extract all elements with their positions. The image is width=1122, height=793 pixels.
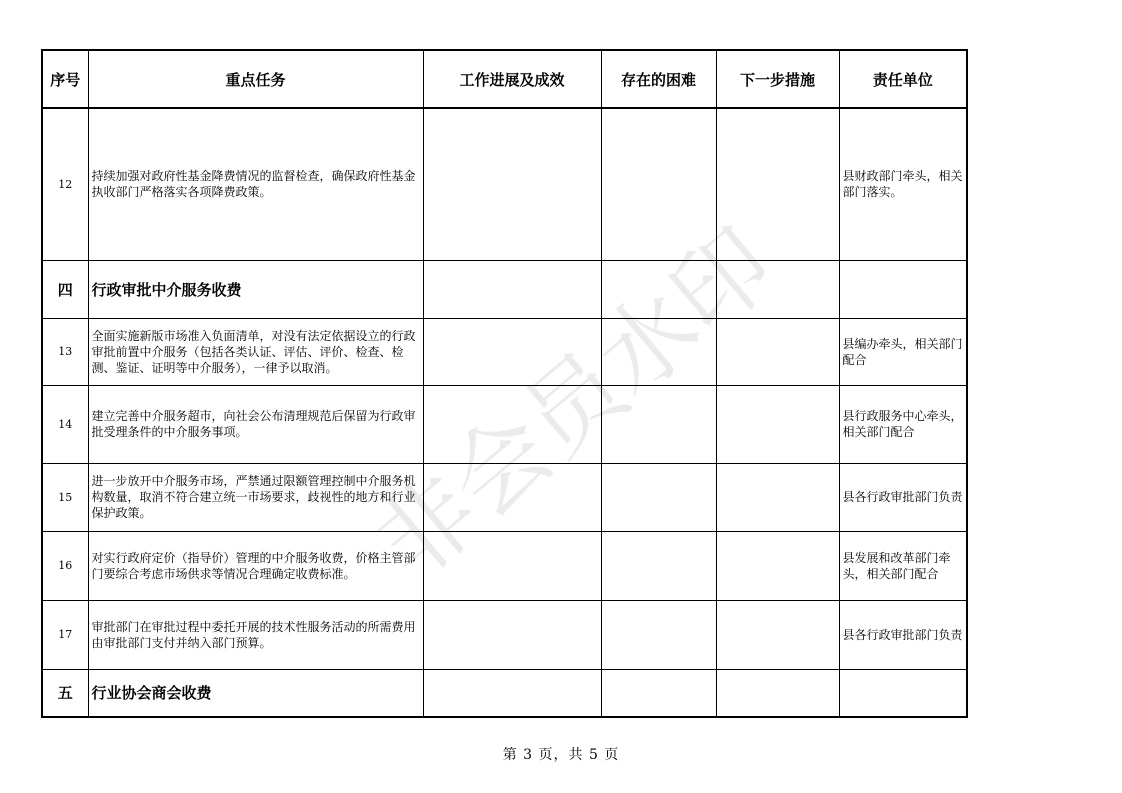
empty-cell [423, 260, 601, 318]
row-next-steps [716, 463, 839, 531]
table-row [42, 600, 967, 669]
row-unit: 县财政部门牵头，相关部门落实。 [839, 108, 967, 260]
row-task: 持续加强对政府性基金降费情况的监督检查，确保政府性基金执收部门严格落实各项降费政策。 [88, 108, 423, 260]
row-difficulty [601, 385, 716, 463]
table-row [42, 108, 967, 260]
empty-cell [839, 260, 967, 318]
row-difficulty [601, 463, 716, 531]
row-progress [423, 318, 601, 385]
row-unit: 县各行政审批部门负责 [839, 600, 967, 669]
header-row [42, 50, 967, 108]
section-number: 四 [42, 260, 88, 318]
row-task: 全面实施新版市场准入负面清单，对没有法定依据设立的行政审批前置中介服务（包括各类认证、评估、评价、检查、检测、鉴证、证明等中介服务），一律予以取消。 [88, 318, 423, 385]
row-number: 12 [42, 108, 88, 260]
row-task: 审批部门在审批过程中委托开展的技术性服务活动的所需费用由审批部门支付并纳入部门预算。 [88, 600, 423, 669]
row-number: 15 [42, 463, 88, 531]
header-unit: 责任单位 [839, 50, 967, 108]
section-row [42, 260, 967, 318]
empty-cell [423, 669, 601, 717]
row-difficulty [601, 318, 716, 385]
row-difficulty [601, 108, 716, 260]
row-next-steps [716, 600, 839, 669]
header-seq: 序号 [42, 50, 88, 108]
header-next-steps: 下一步措施 [716, 50, 839, 108]
empty-cell [716, 669, 839, 717]
row-task: 建立完善中介服务超市，向社会公布清理规范后保留为行政审批受理条件的中介服务事项。 [88, 385, 423, 463]
task-table [41, 49, 968, 718]
table-row [42, 385, 967, 463]
row-next-steps [716, 108, 839, 260]
watermark: 非会员水印 [354, 207, 795, 602]
row-progress [423, 600, 601, 669]
section-number: 五 [42, 669, 88, 717]
row-unit: 县编办牵头，相关部门配合 [839, 318, 967, 385]
row-difficulty [601, 600, 716, 669]
empty-cell [601, 260, 716, 318]
row-number: 13 [42, 318, 88, 385]
row-number: 16 [42, 531, 88, 600]
table-row [42, 531, 967, 600]
row-unit: 县行政服务中心牵头，相关部门配合 [839, 385, 967, 463]
page-footer: 第 3 页，共 5 页 [502, 747, 620, 763]
table-row [42, 463, 967, 531]
row-progress [423, 385, 601, 463]
row-difficulty [601, 531, 716, 600]
row-task: 进一步放开中介服务市场，严禁通过限额管理控制中介服务机构数量，取消不符合建立统一市场要求，歧视性的地方和行业保护政策。 [88, 463, 423, 531]
row-number: 17 [42, 600, 88, 669]
section-title: 行政审批中介服务收费 [88, 260, 423, 318]
row-number: 14 [42, 385, 88, 463]
row-progress [423, 108, 601, 260]
row-task: 对实行政府定价（指导价）管理的中介服务收费，价格主管部门要综合考虑市场供求等情况合理确定收费标准。 [88, 531, 423, 600]
row-next-steps [716, 385, 839, 463]
row-unit: 县发展和改革部门牵头，相关部门配合 [839, 531, 967, 600]
row-progress [423, 463, 601, 531]
section-title: 行业协会商会收费 [88, 669, 423, 717]
empty-cell [716, 260, 839, 318]
empty-cell [601, 669, 716, 717]
row-next-steps [716, 318, 839, 385]
empty-cell [839, 669, 967, 717]
table-row [42, 318, 967, 385]
header-difficulty: 存在的困难 [601, 50, 716, 108]
header-progress: 工作进展及成效 [423, 50, 601, 108]
row-progress [423, 531, 601, 600]
row-unit: 县各行政审批部门负责 [839, 463, 967, 531]
section-row [42, 669, 967, 717]
header-task: 重点任务 [88, 50, 423, 108]
row-next-steps [716, 531, 839, 600]
